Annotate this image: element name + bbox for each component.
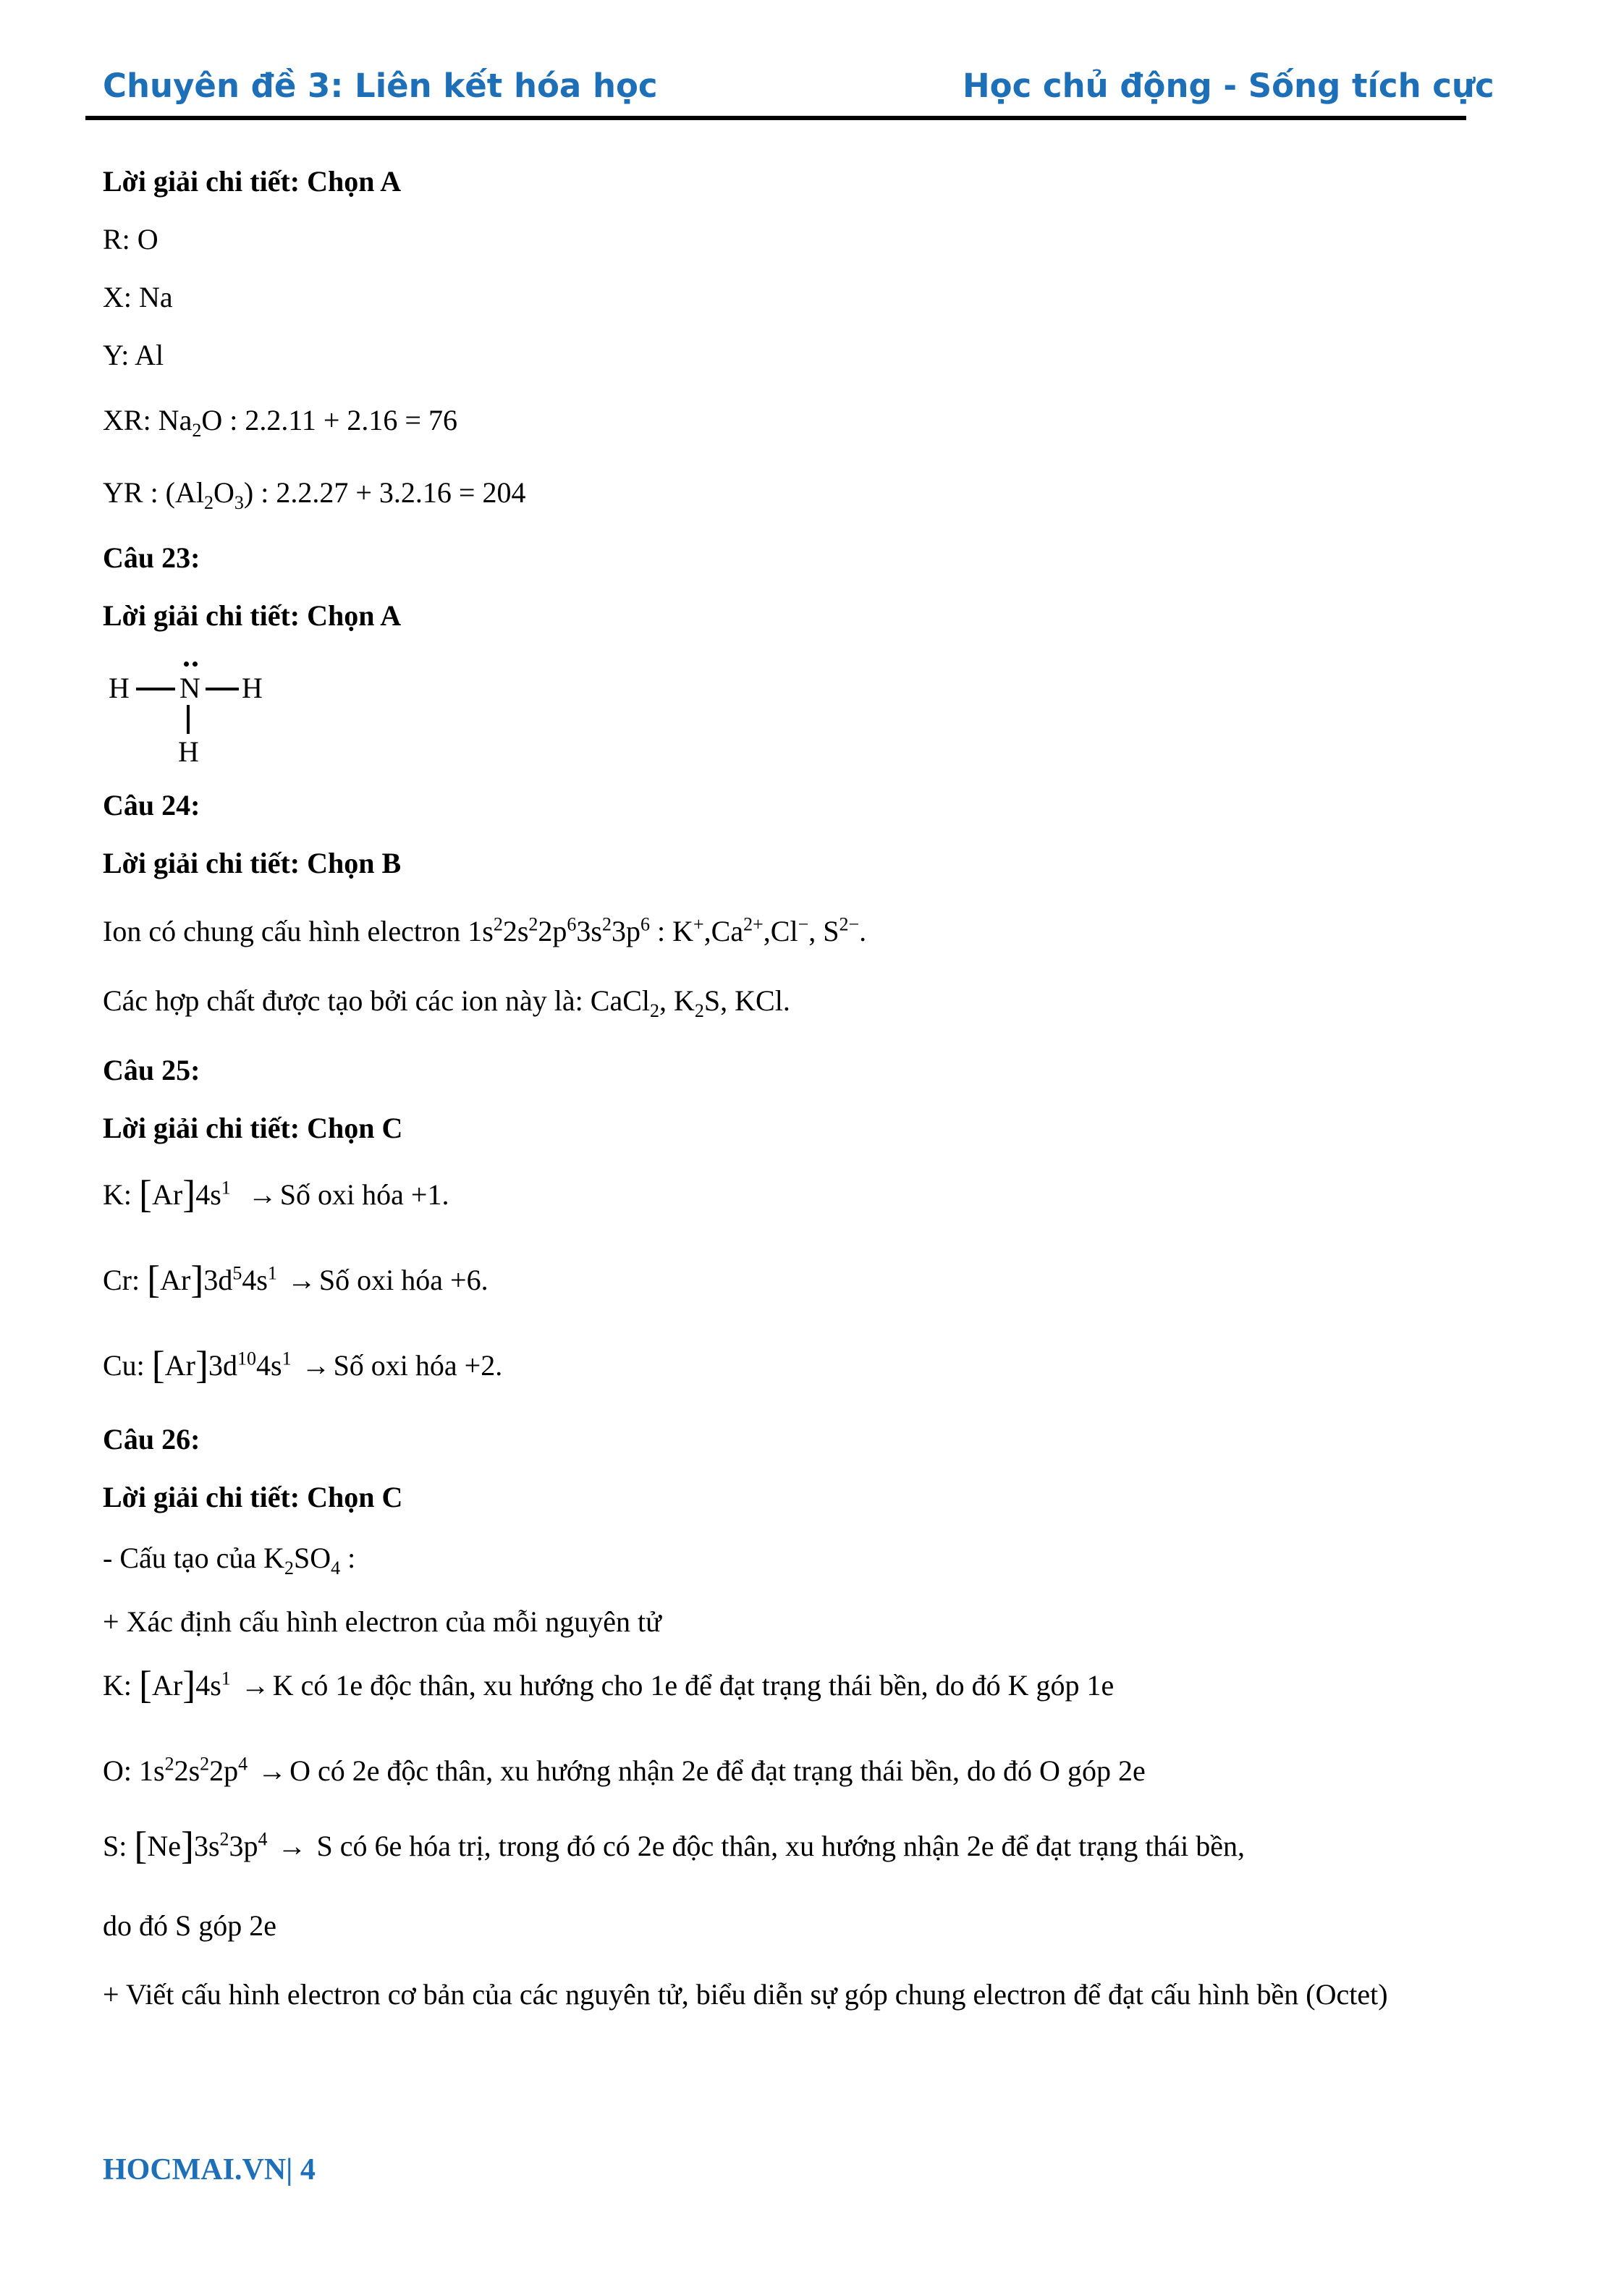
header-slogan: Học chủ động - Sống tích cực	[963, 67, 1494, 105]
footer-site: HOCMAI.VN	[103, 2153, 287, 2186]
text-line: X: Na	[103, 281, 173, 313]
lone-pair-dot	[184, 662, 189, 667]
answer-heading: Lời giải chi tiết: Chọn A	[103, 599, 402, 632]
footer-page-number	[103, 2152, 316, 2187]
text-line: + Xác định cấu hình electron của mỗi nguyên tử	[103, 1605, 661, 1638]
footer-separator: |	[286, 2153, 293, 2186]
question-heading: Câu 26:	[103, 1423, 200, 1455]
config-line: K: $[Ar]4s^1 \to K$ có 1e độc thân, xu hướng cho 1e để đạt trạng thái bền, do đó K góp 1e	[103, 1663, 1115, 1707]
text-line: R: O	[103, 223, 158, 255]
arrow-icon: →	[277, 1830, 307, 1862]
question-heading: Câu 24:	[103, 789, 200, 821]
bond-line	[206, 688, 239, 690]
atom-h: H	[109, 672, 130, 704]
text-line: Y: Al	[103, 339, 164, 371]
lone-pair-dot	[193, 662, 198, 667]
text-line: - Cấu tạo của $K_2SO_4$ :	[103, 1542, 356, 1579]
answer-heading: Lời giải chi tiết: Chọn B	[103, 847, 402, 879]
question-heading: Câu 23:	[103, 541, 200, 574]
config-line: Cr: $[Ar]3d^54s^1$ → Số oxi hóa +6.	[103, 1258, 489, 1301]
answer-heading: Lời giải chi tiết: Chọn C	[103, 1112, 403, 1144]
answer-heading: Lời giải chi tiết: Chọn C	[103, 1481, 403, 1513]
arrow-icon: →	[301, 1349, 331, 1382]
config-line: S: $[Ne]3s^23p^4 \to S$ có 6e hóa trị, trong đó có 2e độc thân, xu hướng nhận 2e để đạt trạng thái bền,	[103, 1824, 1246, 1867]
header-rule	[85, 116, 1466, 120]
arrow-icon: →	[258, 1754, 287, 1787]
answer-heading: Lời giải chi tiết: Chọn A	[103, 165, 402, 198]
arrow-icon: →	[287, 1264, 316, 1296]
bond-line	[187, 705, 190, 734]
config-line: K: $[Ar]4s^1$ → Số oxi hóa +1.	[103, 1172, 449, 1216]
arrow-icon: →	[248, 1178, 277, 1211]
text-line: do đó S góp 2e	[103, 1909, 276, 1942]
question-heading: Câu 25:	[103, 1054, 200, 1086]
formula-line: YR : $(Al_2O_3)$ : 2.2.27 + 3.2.16 = 204	[103, 476, 526, 513]
atom-n: N	[179, 672, 200, 704]
paragraph: + Viết cấu hình electron cơ bản của các nguyên tử, biểu diễn sự góp chung electron để đạt cấu hình bền (Octet)	[103, 1978, 1388, 2011]
text-line: Các hợp chất được tạo bởi các ion này là: CaCl$_2$, $K_2S$, KCl.	[103, 984, 790, 1021]
config-line: Cu: $[Ar]3d^{10}4s^1$ → Số oxi hóa +2.	[103, 1343, 503, 1387]
header-chapter-title: Chuyên đề 3: Liên kết hóa học	[103, 67, 658, 105]
atom-h: H	[178, 735, 199, 768]
atom-h: H	[242, 672, 263, 704]
text-line: Ion có chung cấu hình electron $1s^22s^22p^63s^23p^6$ : $K^+,Ca^{2+},Cl^-$, $S^{2-}$.	[103, 913, 867, 947]
bond-line	[136, 688, 175, 690]
footer-page: 4	[300, 2153, 316, 2186]
config-line: O: $1s^22s^22p^4 \to O$ có 2e độc thân, xu hướng nhận 2e để đạt trạng thái bền, do đó O góp 2e	[103, 1753, 1146, 1787]
nh3-lewis-structure	[103, 656, 291, 768]
formula-line: XR: $Na_2O$ : 2.2.11 + 2.16 = 76	[103, 404, 457, 441]
arrow-icon: →	[240, 1669, 270, 1702]
